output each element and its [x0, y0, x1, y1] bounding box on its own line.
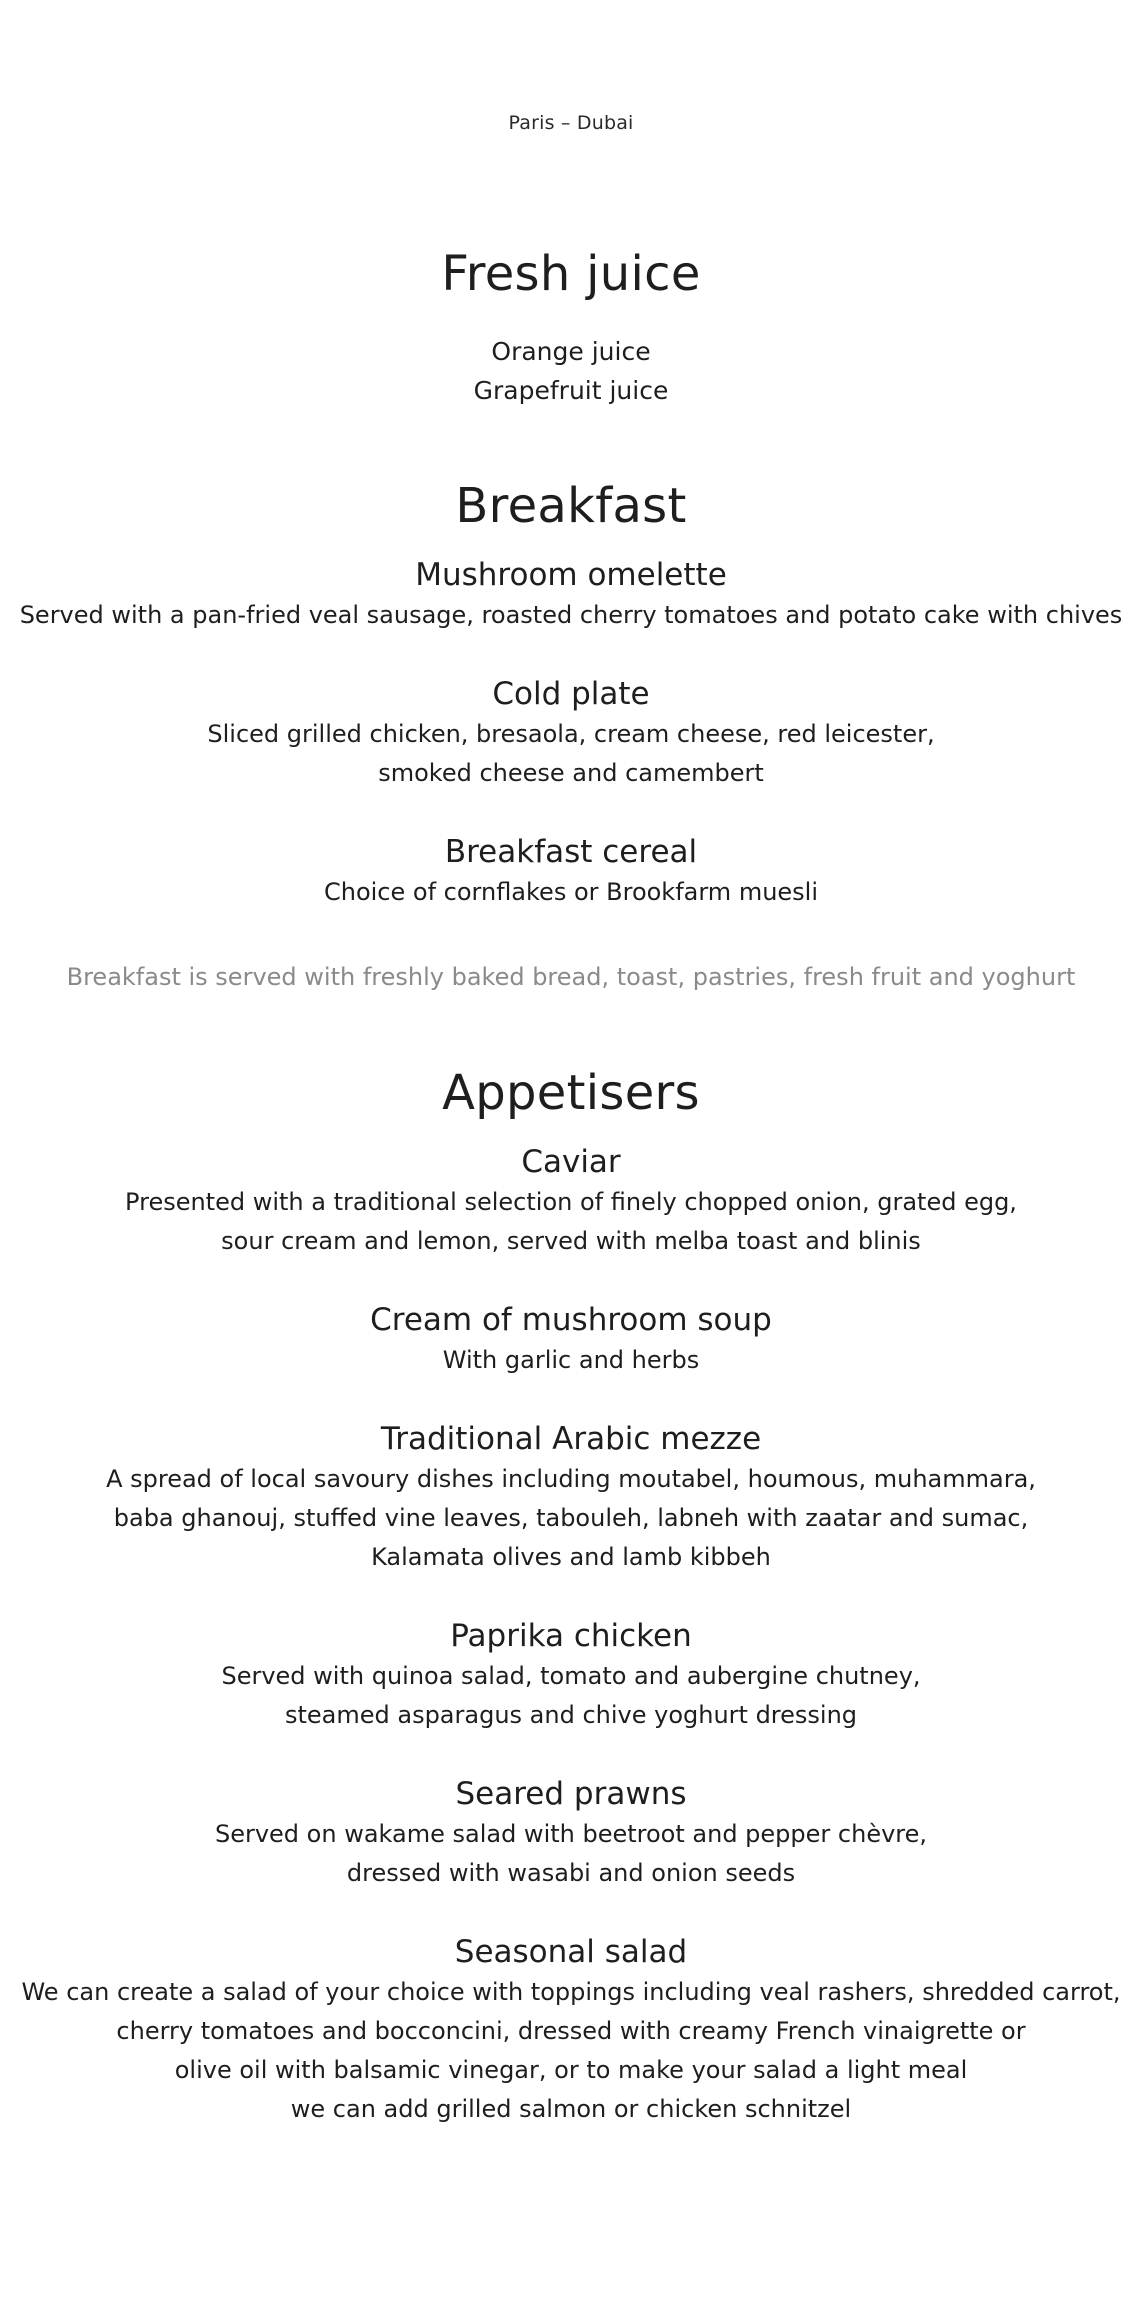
dish-description: A spread of local savoury dishes including moutabel, houmous, muhammara, [106, 1465, 1036, 1493]
dish-seasonal-salad [0, 1931, 1142, 2129]
dish-traditional-arabic-mezze [0, 1418, 1142, 1577]
breakfast-note: Breakfast is served with freshly baked bread, toast, pastries, fresh fruit and yoghurt [66, 963, 1076, 991]
section-title-fresh-juice: Fresh juice [441, 246, 701, 302]
dish-description: olive oil with balsamic vinegar, or to make your salad a light meal [174, 2056, 968, 2084]
juice-list [0, 332, 1142, 410]
section-title-breakfast: Breakfast [455, 478, 687, 534]
dish-description: Sliced grilled chicken, bresaola, cream cheese, red leicester, [207, 720, 935, 748]
dish-description: Kalamata olives and lamb kibbeh [371, 1543, 771, 1571]
appetiser-dishes [0, 1141, 1142, 2129]
fresh-juice-section [0, 240, 1142, 410]
dish-name: Breakfast cereal [444, 834, 698, 870]
dish-description: cherry tomatoes and bocconcini, dressed with creamy French vinaigrette or [116, 2017, 1026, 2045]
dish-description: We can create a salad of your choice with toppings including veal rashers, shredded carrot, [21, 1978, 1121, 2006]
dish-description: Choice of cornflakes or Brookfarm muesli [323, 878, 819, 906]
dish-description: sour cream and lemon, served with melba toast and blinis [221, 1227, 921, 1255]
dish-description: Presented with a traditional selection of finely chopped onion, grated egg, [125, 1188, 1017, 1216]
dish-description: With garlic and herbs [442, 1346, 700, 1374]
dish-caviar [0, 1141, 1142, 1261]
dish-description: steamed asparagus and chive yoghurt dressing [284, 1701, 858, 1729]
dish-description: dressed with wasabi and onion seeds [346, 1859, 796, 1887]
dish-name: Seasonal salad [454, 1934, 688, 1970]
dish-cold-plate [0, 673, 1142, 793]
dish-name: Mushroom omelette [415, 557, 727, 593]
breakfast-section [0, 472, 1142, 997]
dish-name: Paprika chicken [450, 1618, 692, 1654]
dish-description: smoked cheese and camembert [378, 759, 764, 787]
dish-name: Traditional Arabic mezze [380, 1421, 762, 1457]
section-title-appetisers: Appetisers [442, 1065, 700, 1121]
dish-cream-of-mushroom-soup [0, 1299, 1142, 1380]
dish-description: we can add grilled salmon or chicken schnitzel [290, 2095, 852, 2123]
menu [0, 240, 1142, 2129]
route-label: Paris – Dubai [508, 112, 634, 134]
dish-name: Seared prawns [455, 1776, 687, 1812]
appetisers-section [0, 1059, 1142, 2129]
dish-breakfast-cereal [0, 831, 1142, 912]
juice-item: Grapefruit juice [473, 376, 669, 405]
dish-seared-prawns [0, 1773, 1142, 1893]
dish-description: Served with quinoa salad, tomato and aubergine chutney, [221, 1662, 921, 1690]
dish-name: Cream of mushroom soup [370, 1302, 772, 1338]
juice-item: Orange juice [491, 337, 651, 366]
dish-description: Served with a pan-fried veal sausage, roasted cherry tomatoes and potato cake with chives [19, 601, 1123, 629]
dish-name: Cold plate [492, 676, 650, 712]
dish-mushroom-omelette [0, 554, 1142, 635]
dish-description: Served on wakame salad with beetroot and pepper chèvre, [214, 1820, 928, 1848]
dish-paprika-chicken [0, 1615, 1142, 1735]
breakfast-dishes [0, 554, 1142, 912]
dish-name: Caviar [521, 1144, 621, 1180]
dish-description: baba ghanouj, stuffed vine leaves, tabouleh, labneh with zaatar and sumac, [113, 1504, 1029, 1532]
